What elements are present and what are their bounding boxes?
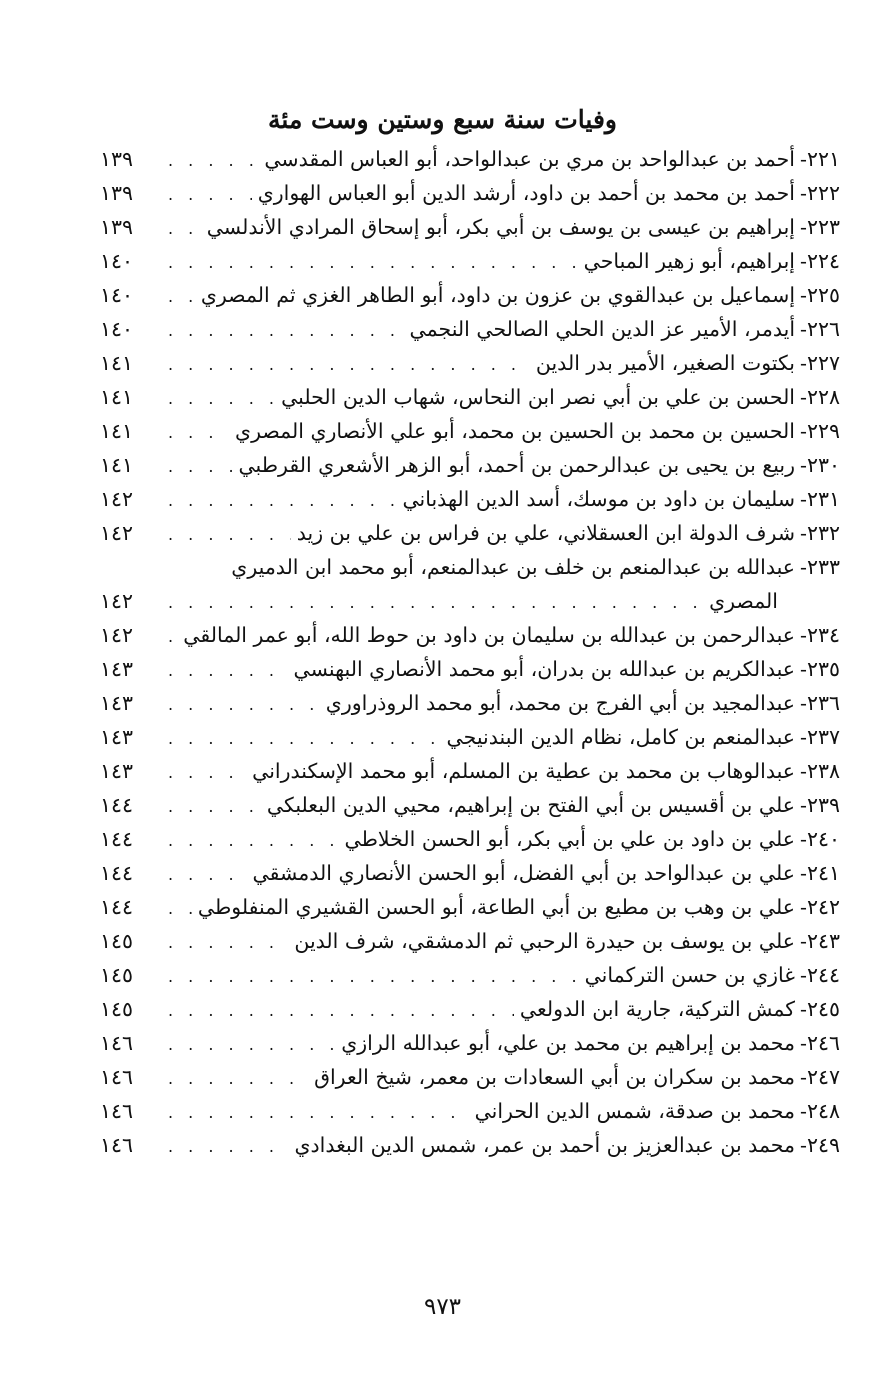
entry-page-number: ١٤٣ [100,691,134,715]
entry-number: ٢٣٩- [800,793,840,817]
entry-page-number: ١٤٦ [100,1099,134,1123]
dot-leader [168,1028,335,1062]
entry-page-number: ١٤٠ [100,283,134,307]
entry-number: ٢٣١- [800,487,840,511]
entry-page-number: ١٤٣ [100,759,134,783]
toc-entry [100,142,840,176]
dot-leader [168,178,252,212]
entry-title: عبدالكريم بن عبدالله بن بدران، أبو محمد الأنصاري البهنسي [293,657,796,681]
dot-leader [168,212,201,246]
toc-entry [100,482,840,516]
toc-entry [100,244,840,278]
entry-title: كمش التركية، جارية ابن الدولعي [519,997,796,1021]
toc-entry [100,1026,840,1060]
toc-entry [100,992,840,1026]
entry-page-number: ١٤٦ [100,1065,134,1089]
entry-page-number: ١٤٤ [100,861,134,885]
entry-title: الحسن بن علي بن أبي نصر ابن النحاس، شهاب الدين الحلبي [281,385,796,409]
entry-number: ٢٣٣- [800,555,840,579]
toc-entry [100,210,840,244]
entry-number: ٢٤٧- [800,1065,840,1089]
toc-entry [100,346,840,380]
dot-leader [168,314,404,348]
toc-entry [100,822,840,856]
entry-title: محمد بن عبدالعزيز بن أحمد بن عمر، شمس الدين البغدادي [294,1133,796,1157]
entry-page-number: ١٣٩ [100,215,134,239]
entry-title: بكتوت الصغير، الأمير بدر الدين [535,351,796,375]
entry-page-number: ١٤٥ [100,929,134,953]
entry-page-number: ١٤٦ [100,1133,134,1157]
entry-number: ٢٤٠- [800,827,840,851]
entry-title: عبدالله بن عبدالمنعم بن خلف بن عبدالمنعم، أبو محمد ابن الدميري [231,555,796,579]
toc-entry-line-2 [100,584,840,618]
toc-entry [100,686,840,720]
entry-page-number: ١٤٣ [100,657,134,681]
entry-title: علي بن يوسف بن حيدرة الرحبي ثم الدمشقي، شرف الدين [294,929,796,953]
toc-entry [100,448,840,482]
entry-number: ٢٣٠- [800,453,840,477]
entry-number: ٢٢١- [800,147,840,171]
toc-entry [100,958,840,992]
table-of-contents [100,142,840,1162]
dot-leader [168,1096,469,1130]
entry-number: ٢٢٨- [800,385,840,409]
toc-entry [100,754,840,788]
page-title: وفيات سنة سبع وستين وست مئة [268,105,617,134]
entry-title: أحمد بن عبدالواحد بن مري بن عبدالواحد، أبو العباس المقدسي [264,147,796,171]
toc-entry [100,176,840,210]
entry-number: ٢٤٥- [800,997,840,1021]
entry-number: ٢٢٩- [800,419,840,443]
entry-number: ٢٤٣- [800,929,840,953]
entry-page-number: ١٣٩ [100,147,134,171]
entry-number: ٢٢٥- [800,283,840,307]
entry-number: ٢٢٤- [800,249,840,273]
dot-leader [168,688,320,722]
entry-page-number: ١٤٣ [100,725,134,749]
entry-title: إسماعيل بن عبدالقوي بن عزون بن داود، أبو الطاهر الغزي ثم المصري [200,283,796,307]
toc-entry [100,618,840,652]
entry-number: ٢٣٨- [800,759,840,783]
dot-leader [168,790,261,824]
entry-number: ٢٤٢- [800,895,840,919]
toc-entry [100,414,840,448]
entry-page-number: ١٤٢ [100,521,134,545]
entry-page-number: ١٤٠ [100,249,134,273]
entry-page-number: ١٤١ [100,351,134,375]
toc-entry [100,890,840,924]
dot-leader [168,994,514,1028]
entry-title: عبدالوهاب بن محمد بن عطية بن المسلم، أبو محمد الإسكندراني [252,759,796,783]
toc-entry [100,516,840,550]
entry-page-number: ١٤٢ [100,589,134,613]
entry-title: علي بن أقسيس بن أبي الفتح بن إبراهيم، محيي الدين البعلبكي [266,793,796,817]
dot-leader [168,450,232,484]
toc-entry [100,652,840,686]
entry-title: علي بن عبدالواحد بن أبي الفضل، أبو الحسن الأنصاري الدمشقي [252,861,796,885]
dot-leader [168,892,192,926]
entry-title: إبراهيم بن عيسى بن يوسف بن أبي بكر، أبو إسحاق المرادي الأندلسي [206,215,796,239]
entry-page-number: ١٤١ [100,419,134,443]
entry-page-number: ١٤٤ [100,827,134,851]
entry-title: عبدالمنعم بن كامل، نظام الدين البندنيجي [446,725,796,749]
entry-number: ٢٢٧- [800,351,840,375]
entry-number: ٢٢٣- [800,215,840,239]
dot-leader [168,756,246,790]
toc-entry [100,720,840,754]
dot-leader [168,382,275,416]
entry-title: أحمد بن محمد بن أحمد بن داود، أرشد الدين أبو العباس الهواري [257,181,796,205]
dot-leader [168,416,229,450]
entry-page-number: ١٤٥ [100,997,134,1021]
dot-leader [168,348,530,382]
entry-page-number: ١٤١ [100,385,134,409]
toc-entry [100,1060,840,1094]
entry-title: علي بن وهب بن مطيع بن أبي الطاعة، أبو الحسن القشيري المنفلوطي [197,895,796,919]
dot-leader [168,620,177,654]
dot-leader [168,1130,288,1164]
page-number: ٩٧٣ [423,1294,462,1320]
entry-number: ٢٤١- [800,861,840,885]
dot-leader [168,280,195,314]
entry-number: ٢٤٦- [800,1031,840,1055]
entry-title: غازي بن حسن التركماني [584,963,796,987]
toc-entry [100,550,840,618]
entry-page-number: ١٤٤ [100,793,134,817]
dot-leader [168,484,396,518]
toc-entry [100,1128,840,1162]
entry-title: عبدالمجيد بن أبي الفرج بن محمد، أبو محمد الروذراوري [325,691,796,715]
entry-page-number: ١٣٩ [100,181,134,205]
entry-title: ربيع بن يحيى بن عبدالرحمن بن أحمد، أبو الزهر الأشعري القرطبي [238,453,796,477]
dot-leader [168,1062,308,1096]
entry-title: محمد بن إبراهيم بن محمد بن علي، أبو عبدالله الرازي [341,1031,796,1055]
entry-page-number: ١٤٤ [100,895,134,919]
entry-number: ٢٣٥- [800,657,840,681]
entry-number: ٢٣٢- [800,521,840,545]
dot-leader [168,960,579,994]
entry-number: ٢٣٦- [800,691,840,715]
entry-page-number: ١٤٢ [100,623,134,647]
entry-number: ٢٢٦- [800,317,840,341]
entry-title: شرف الدولة ابن العسقلاني، علي بن فراس بن علي بن زيد [296,521,796,545]
toc-entry [100,312,840,346]
toc-entry [100,856,840,890]
dot-leader [168,926,288,960]
entry-number: ٢٤٤- [800,963,840,987]
entry-page-number: ١٤٠ [100,317,134,341]
entry-page-number: ١٤٢ [100,487,134,511]
toc-entry-line-1 [100,550,840,584]
entry-number: ٢٣٤- [800,623,840,647]
entry-title: محمد بن سكران بن أبي السعادات بن معمر، شيخ العراق [314,1065,796,1089]
dot-leader [168,518,291,552]
entry-title: إبراهيم، أبو زهير المباحي [583,249,796,273]
toc-entry [100,1094,840,1128]
entry-page-number: ١٤٦ [100,1031,134,1055]
entry-title: الحسين بن محمد بن الحسين بن محمد، أبو علي الأنصاري المصري [235,419,796,443]
entry-title: علي بن داود بن علي بن أبي بكر، أبو الحسن الخلاطي [344,827,796,851]
dot-leader [168,654,288,688]
entry-number: ٢٢٢- [800,181,840,205]
dot-leader [168,824,339,858]
dot-leader [168,586,703,620]
entry-title: أيدمر، الأمير عز الدين الحلي الصالحي النجمي [409,317,796,341]
entry-title: محمد بن صدقة، شمس الدين الحراني [474,1099,796,1123]
entry-title: عبدالرحمن بن عبدالله بن سليمان بن داود بن حوط الله، أبو عمر المالقي [183,623,796,647]
toc-entry [100,788,840,822]
dot-leader [168,246,578,280]
entry-number: ٢٤٩- [800,1133,840,1157]
entry-page-number: ١٤١ [100,453,134,477]
entry-number: ٢٤٨- [800,1099,840,1123]
dot-leader [168,144,258,178]
entry-page-number: ١٤٥ [100,963,134,987]
toc-entry [100,278,840,312]
dot-leader [168,722,441,756]
entry-title-continued: المصري [709,589,778,613]
entry-number: ٢٣٧- [800,725,840,749]
toc-entry [100,380,840,414]
toc-entry [100,924,840,958]
dot-leader [168,858,247,892]
entry-title: سليمان بن داود بن موسك، أسد الدين الهذباني [402,487,796,511]
